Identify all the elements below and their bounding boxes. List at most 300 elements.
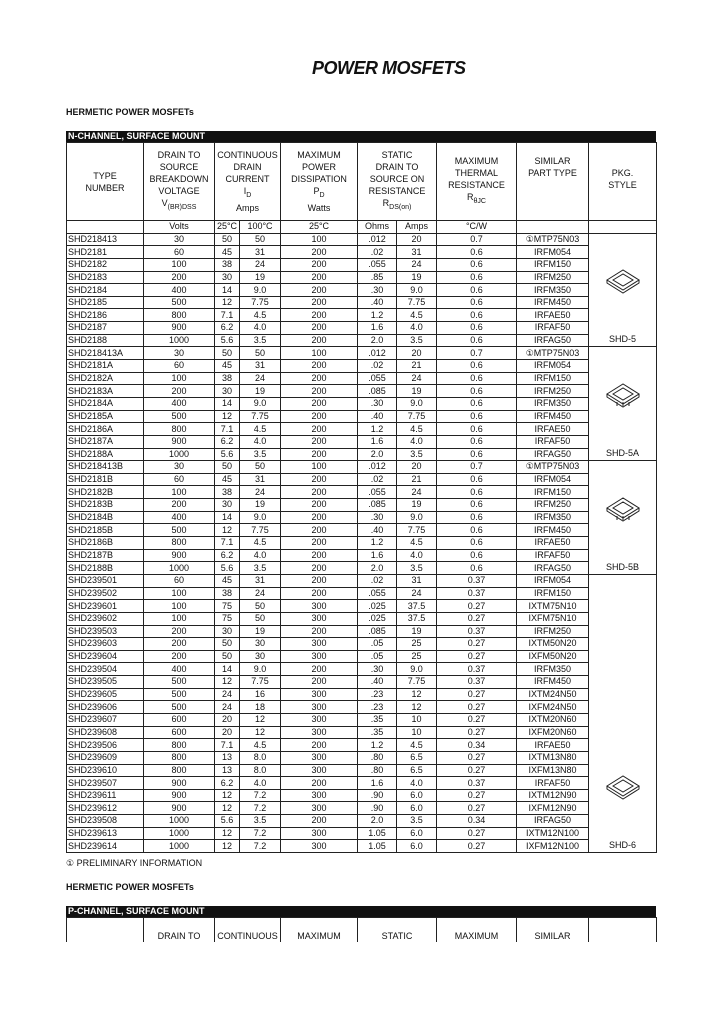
table-row bbox=[67, 296, 657, 309]
similar-part: IRFAF50 bbox=[517, 435, 589, 448]
power-dissipation: 200 bbox=[281, 663, 358, 676]
rds-amps: 6.5 bbox=[397, 751, 437, 764]
current-100c: 3.5 bbox=[240, 562, 281, 575]
breakdown-voltage: 500 bbox=[144, 688, 215, 701]
table-row bbox=[67, 650, 657, 663]
power-dissipation: 300 bbox=[281, 840, 358, 853]
table-row bbox=[67, 372, 657, 385]
rds-amps: 7.75 bbox=[397, 296, 437, 309]
thermal-resistance: 0.6 bbox=[437, 271, 517, 284]
thermal-resistance: 0.6 bbox=[437, 423, 517, 436]
similar-part: IRFAG50 bbox=[517, 815, 589, 828]
current-100c: 24 bbox=[240, 587, 281, 600]
current-100c: 50 bbox=[240, 600, 281, 613]
unit-cell bbox=[67, 221, 144, 234]
rds-amps: 4.0 bbox=[397, 777, 437, 790]
rds-amps: 24 bbox=[397, 372, 437, 385]
current-25c: 14 bbox=[215, 663, 240, 676]
table-row bbox=[67, 486, 657, 499]
current-25c: 24 bbox=[215, 701, 240, 714]
breakdown-voltage: 200 bbox=[144, 271, 215, 284]
rds-amps: 3.5 bbox=[397, 334, 437, 347]
power-dissipation: 300 bbox=[281, 650, 358, 663]
rds-amps: 20 bbox=[397, 347, 437, 360]
similar-part: IRFM150 bbox=[517, 486, 589, 499]
breakdown-voltage: 500 bbox=[144, 676, 215, 689]
thermal-resistance: 0.6 bbox=[437, 486, 517, 499]
power-dissipation: 200 bbox=[281, 271, 358, 284]
p-channel-header-cell: CONTINUOUS bbox=[215, 918, 281, 942]
rds-amps: 7.75 bbox=[397, 676, 437, 689]
breakdown-voltage: 900 bbox=[144, 802, 215, 815]
similar-part: IXTM13N80 bbox=[517, 751, 589, 764]
table-row bbox=[67, 537, 657, 550]
breakdown-voltage: 60 bbox=[144, 360, 215, 373]
similar-part: IXFM24N50 bbox=[517, 701, 589, 714]
rds-amps: 4.5 bbox=[397, 423, 437, 436]
type-number: SHD2181 bbox=[67, 246, 144, 259]
table-row bbox=[67, 802, 657, 815]
type-number: SHD239603 bbox=[67, 638, 144, 651]
current-100c: 4.0 bbox=[240, 549, 281, 562]
current-25c: 12 bbox=[215, 296, 240, 309]
rds-amps: 9.0 bbox=[397, 511, 437, 524]
thermal-resistance: 0.27 bbox=[437, 840, 517, 853]
thermal-resistance: 0.27 bbox=[437, 802, 517, 815]
similar-part: IRFAG50 bbox=[517, 334, 589, 347]
table-row bbox=[67, 701, 657, 714]
similar-part: IXTM50N20 bbox=[517, 638, 589, 651]
unit-cell: °C/W bbox=[437, 221, 517, 234]
thermal-header: MAXIMUM THERMAL RESISTANCE $R_{\theta JC}$ bbox=[437, 143, 517, 221]
p-channel-table bbox=[66, 917, 657, 942]
table-row bbox=[67, 827, 657, 840]
type-number: SHD239614 bbox=[67, 840, 144, 853]
power-dissipation: 200 bbox=[281, 284, 358, 297]
power-dissipation: 200 bbox=[281, 397, 358, 410]
table-row bbox=[67, 435, 657, 448]
table-row bbox=[67, 549, 657, 562]
current-100c: 50 bbox=[240, 612, 281, 625]
page-title: POWER MOSFETS bbox=[312, 58, 466, 78]
power-dissipation: 200 bbox=[281, 524, 358, 537]
rds-ohms: .025 bbox=[358, 600, 397, 613]
thermal-resistance: 0.6 bbox=[437, 246, 517, 259]
thermal-resistance: 0.6 bbox=[437, 549, 517, 562]
rds-amps: 21 bbox=[397, 473, 437, 486]
thermal-resistance: 0.6 bbox=[437, 473, 517, 486]
similar-part: IRFM054 bbox=[517, 473, 589, 486]
breakdown-voltage: 100 bbox=[144, 372, 215, 385]
unit-cell: Ohms bbox=[358, 221, 397, 234]
rds-amps: 3.5 bbox=[397, 448, 437, 461]
type-number: SHD239501 bbox=[67, 574, 144, 587]
rds-ohms: .35 bbox=[358, 713, 397, 726]
rds-ohms: .23 bbox=[358, 701, 397, 714]
rds-amps: 37.5 bbox=[397, 600, 437, 613]
type-number: SHD239613 bbox=[67, 827, 144, 840]
rds-amps: 21 bbox=[397, 360, 437, 373]
current-100c: 7.75 bbox=[240, 410, 281, 423]
thermal-resistance: 0.27 bbox=[437, 612, 517, 625]
rds-ohms: 2.0 bbox=[358, 448, 397, 461]
breakdown-voltage: 800 bbox=[144, 423, 215, 436]
current-100c: 12 bbox=[240, 726, 281, 739]
breakdown-voltage: 60 bbox=[144, 473, 215, 486]
package-outline-icon bbox=[603, 494, 643, 522]
pkg-style-cell bbox=[589, 347, 657, 461]
type-number: SHD2183A bbox=[67, 385, 144, 398]
current-25c: 5.6 bbox=[215, 562, 240, 575]
current-100c: 30 bbox=[240, 650, 281, 663]
breakdown-voltage: 500 bbox=[144, 410, 215, 423]
breakdown-voltage: 100 bbox=[144, 600, 215, 613]
power-dissipation: 300 bbox=[281, 789, 358, 802]
current-25c: 50 bbox=[215, 650, 240, 663]
rds-ohms: .30 bbox=[358, 397, 397, 410]
type-number: SHD218413 bbox=[67, 233, 144, 246]
breakdown-voltage: 500 bbox=[144, 296, 215, 309]
breakdown-voltage: 200 bbox=[144, 638, 215, 651]
similar-part: IXTM75N10 bbox=[517, 600, 589, 613]
type-number: SHD239502 bbox=[67, 587, 144, 600]
table-row bbox=[67, 511, 657, 524]
thermal-resistance: 0.6 bbox=[437, 258, 517, 271]
similar-part: IRFM054 bbox=[517, 360, 589, 373]
rds-ohms: 1.6 bbox=[358, 435, 397, 448]
table-row bbox=[67, 777, 657, 790]
type-number: SHD239605 bbox=[67, 688, 144, 701]
rds-ohms: .80 bbox=[358, 751, 397, 764]
current-25c: 5.6 bbox=[215, 334, 240, 347]
thermal-resistance: 0.34 bbox=[437, 739, 517, 752]
table-row bbox=[67, 638, 657, 651]
breakdown-voltage: 1000 bbox=[144, 840, 215, 853]
rds-amps: 19 bbox=[397, 271, 437, 284]
thermal-resistance: 0.27 bbox=[437, 600, 517, 613]
type-number: SHD2181B bbox=[67, 473, 144, 486]
current-100c: 7.2 bbox=[240, 827, 281, 840]
rds-ohms: .05 bbox=[358, 638, 397, 651]
current-25c: 12 bbox=[215, 524, 240, 537]
rds-ohms: .055 bbox=[358, 486, 397, 499]
rds-amps: 20 bbox=[397, 233, 437, 246]
type-number: SHD239601 bbox=[67, 600, 144, 613]
power-dissipation: 200 bbox=[281, 448, 358, 461]
current-100c: 24 bbox=[240, 486, 281, 499]
breakdown-voltage: 200 bbox=[144, 650, 215, 663]
similar-part: IRFM450 bbox=[517, 296, 589, 309]
thermal-resistance: 0.6 bbox=[437, 511, 517, 524]
table-row bbox=[67, 726, 657, 739]
thermal-resistance: 0.37 bbox=[437, 777, 517, 790]
thermal-resistance: 0.27 bbox=[437, 713, 517, 726]
rds-amps: 4.0 bbox=[397, 435, 437, 448]
power-dissipation: 100 bbox=[281, 461, 358, 474]
breakdown-voltage: 500 bbox=[144, 701, 215, 714]
p-channel-header-cell: DRAIN TO bbox=[144, 918, 215, 942]
type-number: SHD239503 bbox=[67, 625, 144, 638]
rds-ohms: .055 bbox=[358, 258, 397, 271]
type-number: SHD218413A bbox=[67, 347, 144, 360]
pkg-style-cell bbox=[589, 461, 657, 575]
package-outline-icon bbox=[603, 380, 643, 408]
breakdown-voltage: 1000 bbox=[144, 334, 215, 347]
type-number: SHD239602 bbox=[67, 612, 144, 625]
type-number: SHD239604 bbox=[67, 650, 144, 663]
breakdown-voltage: 400 bbox=[144, 397, 215, 410]
type-number: SHD2185A bbox=[67, 410, 144, 423]
current-100c: 9.0 bbox=[240, 397, 281, 410]
thermal-resistance: 0.27 bbox=[437, 751, 517, 764]
current-25c: 50 bbox=[215, 461, 240, 474]
current-100c: 50 bbox=[240, 461, 281, 474]
table-row bbox=[67, 815, 657, 828]
type-number: SHD2183B bbox=[67, 499, 144, 512]
thermal-resistance: 0.6 bbox=[437, 322, 517, 335]
rds-ohms: .02 bbox=[358, 360, 397, 373]
n-channel-table bbox=[66, 142, 657, 853]
breakdown-voltage: 900 bbox=[144, 549, 215, 562]
power-dissipation: 200 bbox=[281, 246, 358, 259]
p-channel-header-cell: SIMILAR bbox=[517, 918, 589, 942]
thermal-resistance: 0.37 bbox=[437, 625, 517, 638]
current-25c: 30 bbox=[215, 385, 240, 398]
table-row bbox=[67, 688, 657, 701]
current-25c: 50 bbox=[215, 638, 240, 651]
p-channel-bar: P-CHANNEL, SURFACE MOUNT bbox=[66, 906, 656, 917]
similar-part: IRFM450 bbox=[517, 410, 589, 423]
current-25c: 7.1 bbox=[215, 739, 240, 752]
current-100c: 19 bbox=[240, 385, 281, 398]
breakdown-voltage: 800 bbox=[144, 537, 215, 550]
type-number: SHD2182B bbox=[67, 486, 144, 499]
table-row bbox=[67, 625, 657, 638]
similar-part: IRFM250 bbox=[517, 625, 589, 638]
p-channel-header-row bbox=[67, 918, 657, 942]
power-dissipation: 200 bbox=[281, 815, 358, 828]
breakdown-voltage: 800 bbox=[144, 751, 215, 764]
thermal-resistance: 0.7 bbox=[437, 347, 517, 360]
thermal-resistance: 0.27 bbox=[437, 688, 517, 701]
current-25c: 7.1 bbox=[215, 537, 240, 550]
units-row bbox=[67, 221, 657, 234]
similar-part: IXFM20N60 bbox=[517, 726, 589, 739]
pkg-style-label: SHD-5A bbox=[605, 448, 639, 459]
current-25c: 12 bbox=[215, 827, 240, 840]
unit-cell: 100°C bbox=[240, 221, 281, 234]
current-100c: 12 bbox=[240, 713, 281, 726]
power-dissipation: 200 bbox=[281, 423, 358, 436]
current-25c: 5.6 bbox=[215, 815, 240, 828]
table-row bbox=[67, 751, 657, 764]
rds-ohms: 2.0 bbox=[358, 562, 397, 575]
current-25c: 38 bbox=[215, 372, 240, 385]
unit-cell: 25°C bbox=[281, 221, 358, 234]
rds-amps: 4.0 bbox=[397, 549, 437, 562]
power-dissipation: 200 bbox=[281, 322, 358, 335]
current-25c: 38 bbox=[215, 258, 240, 271]
power-dissipation: 200 bbox=[281, 549, 358, 562]
rds-ohms: .40 bbox=[358, 410, 397, 423]
current-25c: 6.2 bbox=[215, 322, 240, 335]
current-25c: 45 bbox=[215, 473, 240, 486]
p-channel-header-cell: STATIC bbox=[358, 918, 437, 942]
similar-part: IRFAG50 bbox=[517, 448, 589, 461]
rds-amps: 24 bbox=[397, 486, 437, 499]
power-dissipation: 200 bbox=[281, 309, 358, 322]
pkg-style-cell bbox=[589, 233, 657, 347]
thermal-resistance: 0.6 bbox=[437, 385, 517, 398]
rds-ohms: .05 bbox=[358, 650, 397, 663]
current-25c: 75 bbox=[215, 600, 240, 613]
breakdown-voltage: 200 bbox=[144, 625, 215, 638]
table-row bbox=[67, 524, 657, 537]
current-25c: 12 bbox=[215, 789, 240, 802]
current-100c: 50 bbox=[240, 233, 281, 246]
similar-part: IXFM12N90 bbox=[517, 802, 589, 815]
type-number: SHD2181A bbox=[67, 360, 144, 373]
rds-amps: 19 bbox=[397, 499, 437, 512]
rds-ohms: 2.0 bbox=[358, 334, 397, 347]
similar-part: IRFM054 bbox=[517, 246, 589, 259]
current-25c: 50 bbox=[215, 233, 240, 246]
thermal-resistance: 0.27 bbox=[437, 638, 517, 651]
current-100c: 30 bbox=[240, 638, 281, 651]
rds-amps: 7.75 bbox=[397, 410, 437, 423]
rds-ohms: .085 bbox=[358, 625, 397, 638]
current-25c: 5.6 bbox=[215, 448, 240, 461]
power-dissipation: 300 bbox=[281, 638, 358, 651]
type-header: TYPE NUMBER bbox=[67, 143, 144, 221]
current-25c: 14 bbox=[215, 397, 240, 410]
table-row bbox=[67, 600, 657, 613]
current-100c: 31 bbox=[240, 246, 281, 259]
table-row bbox=[67, 764, 657, 777]
similar-part: IXFM12N100 bbox=[517, 840, 589, 853]
type-number: SHD239505 bbox=[67, 676, 144, 689]
type-number: SHD239609 bbox=[67, 751, 144, 764]
breakdown-voltage: 200 bbox=[144, 499, 215, 512]
rds-amps: 9.0 bbox=[397, 663, 437, 676]
current-100c: 4.0 bbox=[240, 777, 281, 790]
current-100c: 7.2 bbox=[240, 840, 281, 853]
thermal-resistance: 0.6 bbox=[437, 360, 517, 373]
power-dissipation: 200 bbox=[281, 537, 358, 550]
rds-amps: 37.5 bbox=[397, 612, 437, 625]
power-dissipation: 200 bbox=[281, 777, 358, 790]
table-row bbox=[67, 322, 657, 335]
rds-ohms: .90 bbox=[358, 789, 397, 802]
section-heading-2: HERMETIC POWER MOSFETs bbox=[66, 882, 194, 892]
current-100c: 4.5 bbox=[240, 537, 281, 550]
power-dissipation: 300 bbox=[281, 827, 358, 840]
thermal-resistance: 0.27 bbox=[437, 701, 517, 714]
current-25c: 30 bbox=[215, 271, 240, 284]
power-dissipation: 100 bbox=[281, 233, 358, 246]
similar-part: IRFM350 bbox=[517, 663, 589, 676]
unit-cell: Volts bbox=[144, 221, 215, 234]
similar-part: IRFM350 bbox=[517, 284, 589, 297]
type-number: SHD2184A bbox=[67, 397, 144, 410]
rds-amps: 9.0 bbox=[397, 284, 437, 297]
similar-part: IRFAF50 bbox=[517, 777, 589, 790]
type-number: SHD2185 bbox=[67, 296, 144, 309]
breakdown-voltage: 500 bbox=[144, 524, 215, 537]
breakdown-voltage: 1000 bbox=[144, 827, 215, 840]
rds-ohms: 1.6 bbox=[358, 549, 397, 562]
power-dissipation: 200 bbox=[281, 499, 358, 512]
thermal-resistance: 0.6 bbox=[437, 524, 517, 537]
current-25c: 12 bbox=[215, 676, 240, 689]
table-row bbox=[67, 473, 657, 486]
rds-ohms: .40 bbox=[358, 676, 397, 689]
thermal-resistance: 0.6 bbox=[437, 296, 517, 309]
type-number: SHD2186B bbox=[67, 537, 144, 550]
breakdown-voltage: 600 bbox=[144, 726, 215, 739]
rds-amps: 6.0 bbox=[397, 789, 437, 802]
table-row bbox=[67, 334, 657, 347]
breakdown-voltage: 100 bbox=[144, 258, 215, 271]
rds-ohms: .025 bbox=[358, 612, 397, 625]
breakdown-voltage: 900 bbox=[144, 322, 215, 335]
power-dissipation: 300 bbox=[281, 600, 358, 613]
table-row bbox=[67, 574, 657, 587]
similar-part: IRFM054 bbox=[517, 574, 589, 587]
type-number: SHD2188B bbox=[67, 562, 144, 575]
power-dissipation: 300 bbox=[281, 701, 358, 714]
thermal-resistance: 0.34 bbox=[437, 815, 517, 828]
rds-amps: 4.5 bbox=[397, 309, 437, 322]
breakdown-voltage: 800 bbox=[144, 739, 215, 752]
thermal-resistance: 0.6 bbox=[437, 562, 517, 575]
current-25c: 24 bbox=[215, 688, 240, 701]
current-25c: 45 bbox=[215, 246, 240, 259]
rds-ohms: .02 bbox=[358, 473, 397, 486]
power-dissipation: 300 bbox=[281, 612, 358, 625]
table-row bbox=[67, 246, 657, 259]
rds-amps: 6.0 bbox=[397, 840, 437, 853]
thermal-resistance: 0.27 bbox=[437, 827, 517, 840]
similar-part: ①MTP75N03 bbox=[517, 233, 589, 246]
current-25c: 14 bbox=[215, 284, 240, 297]
pkg-style-label: SHD-5 bbox=[608, 334, 636, 345]
table-row bbox=[67, 309, 657, 322]
similar-part: IXTM24N50 bbox=[517, 688, 589, 701]
similar-part: IRFM350 bbox=[517, 511, 589, 524]
breakdown-voltage: 200 bbox=[144, 385, 215, 398]
current-100c: 7.2 bbox=[240, 802, 281, 815]
current-100c: 18 bbox=[240, 701, 281, 714]
similar-part: IRFM250 bbox=[517, 499, 589, 512]
rds-ohms: .012 bbox=[358, 347, 397, 360]
rds-ohms: .012 bbox=[358, 461, 397, 474]
current-100c: 4.5 bbox=[240, 309, 281, 322]
current-100c: 31 bbox=[240, 360, 281, 373]
similar-part: IXFM50N20 bbox=[517, 650, 589, 663]
similar-part: IXTM12N100 bbox=[517, 827, 589, 840]
current-25c: 12 bbox=[215, 410, 240, 423]
unit-cell: 25°C bbox=[215, 221, 240, 234]
breakdown-voltage: 400 bbox=[144, 284, 215, 297]
table-row bbox=[67, 448, 657, 461]
similar-part: IRFAE50 bbox=[517, 739, 589, 752]
rds-ohms: .85 bbox=[358, 271, 397, 284]
current-100c: 9.0 bbox=[240, 284, 281, 297]
rds-amps: 6.5 bbox=[397, 764, 437, 777]
section-heading: HERMETIC POWER MOSFETs bbox=[66, 107, 194, 117]
power-dissipation: 200 bbox=[281, 676, 358, 689]
